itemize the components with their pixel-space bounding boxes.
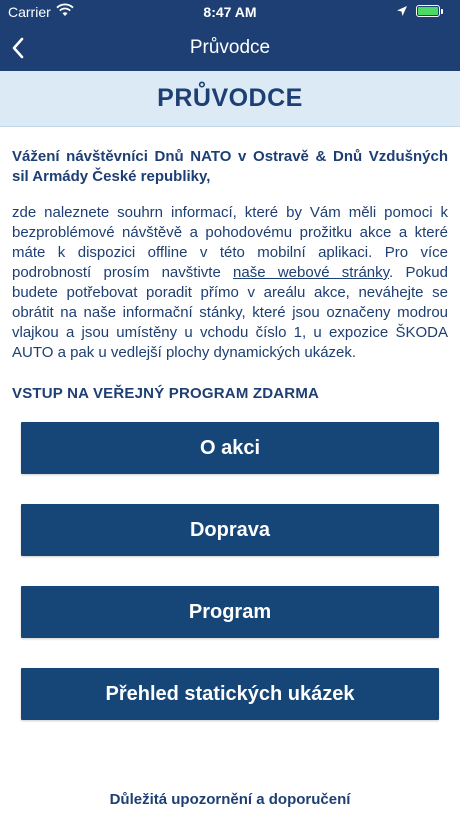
guide-content: [12, 147, 448, 363]
navigation-bar: [0, 24, 460, 71]
intro-text-end: . Pokud budete potřebovat poradit přímo v areálu akce, neváhejte se obrátit na naše informační stánky, které jsou označeny modrou vlajkou a jsou umístěny u vchodu číslo 1, u expozice ŠKODA AUTO a pak u vedlejší plochy dynamických ukázek.: [12, 264, 448, 361]
page-header: [0, 71, 460, 127]
intro-text: [12, 203, 448, 363]
nav-title: Průvodce: [189, 37, 271, 58]
battery-icon: [416, 5, 440, 17]
status-bar: [0, 0, 460, 24]
important-notices-link[interactable]: Důležitá upozornění a doporučení: [109, 791, 351, 808]
greeting-text: Vážení návštěvníci Dnů NATO v Ostravě & Dnů Vzdušných sil Armády České republiky,: [12, 148, 448, 185]
intro-text-start: zde naleznete souhrn informací, které by Vám měli pomoci k bezproblémové návštěvě a pohodovému prožitku akce a které máte k dispozici offline v této mobilní aplikaci. Pro více podrobností prosím navštivte: [12, 204, 448, 281]
static-displays-button[interactable]: Přehled statických ukázek: [21, 668, 439, 720]
website-link[interactable]: naše webové stránky: [233, 264, 390, 281]
carrier-label: Carrier: [8, 4, 51, 20]
program-button[interactable]: Program: [21, 586, 439, 638]
location-arrow-icon: [396, 4, 408, 20]
status-time: 8:47 AM: [203, 4, 257, 20]
section-title: VSTUP NA VEŘEJNÝ PROGRAM ZDARMA: [12, 385, 320, 402]
page-title: PRŮVODCE: [157, 84, 303, 112]
about-event-button[interactable]: O akci: [21, 422, 439, 474]
transport-button[interactable]: Doprava: [21, 504, 439, 556]
battery-tip: [441, 9, 443, 14]
